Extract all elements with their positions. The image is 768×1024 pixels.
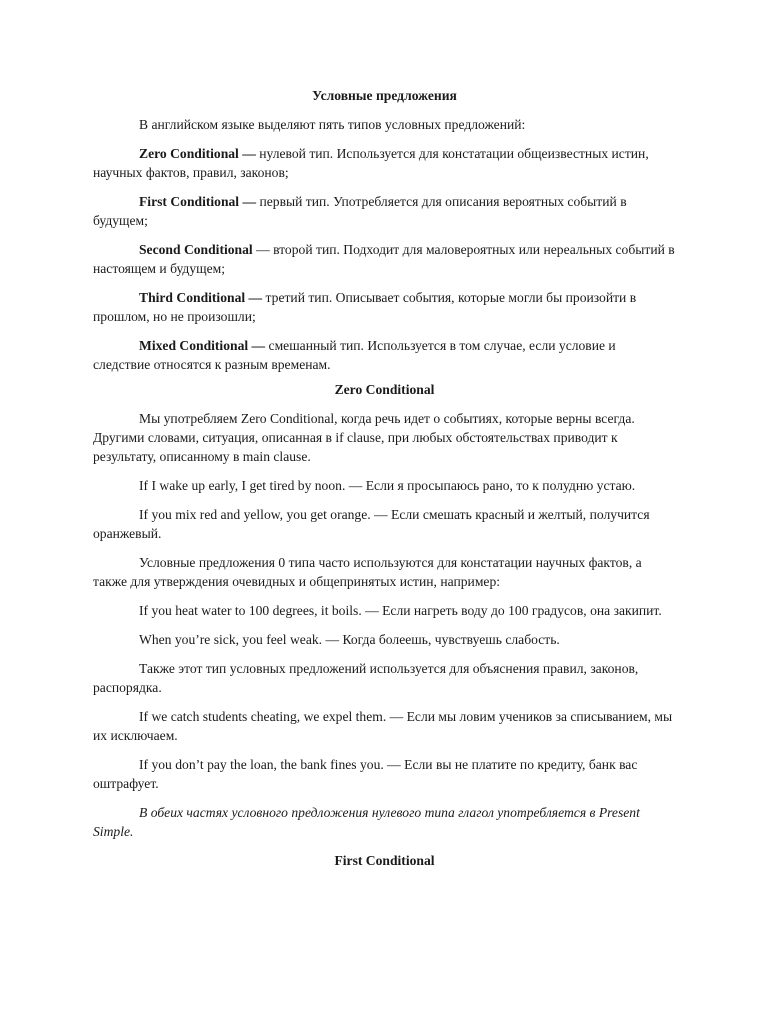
type-name: First Conditional — [139,194,257,209]
example-sentence: If you don’t pay the loan, the bank fines you. — Если вы не платите по кредиту, банк вас оштрафует. [93,757,638,791]
section-heading-zero: Zero Conditional [334,382,435,397]
example-sentence: If you heat water to 100 degrees, it boils. — Если нагреть воду до 100 градусов, она закипит. [139,603,662,618]
example-sentence: If we catch students cheating, we expel them. — Если мы ловим учеников за списыванием, мы их исключаем. [93,709,673,743]
type-first [93,192,676,230]
example-sentence: If you mix red and yellow, you get orange. — Если смешать красный и желтый, получится оранжевый. [93,507,650,541]
type-description: нулевой тип. Используется для констатации общеизвестных истин, научных фактов, правил, законов; [93,146,649,180]
type-second [93,240,676,278]
document-title: Условные предложения [312,88,457,103]
zero-paragraph: Мы употребляем Zero Conditional, когда речь идет о событиях, которые верны всегда. Другими словами, ситуация, описанная в if clause, при любых обстоятельствах приводит к результату, описанному в main clause. [93,411,635,464]
type-description: смешанный тип. Используется в том случае, если условие и следствие относятся к разным временам. [93,338,616,372]
type-description: первый тип. Употребляется для описания вероятных событий в будущем; [93,194,627,228]
grammar-note: В обеих частях условного предложения нулевого типа глагол употребляется в Present Simple. [93,805,640,839]
type-mixed [93,336,676,374]
intro-paragraph: В английском языке выделяют пять типов условных предложений: [139,117,526,132]
type-name: Third Conditional — [139,290,263,305]
type-name: Mixed Conditional — [139,338,266,353]
type-name: Second Conditional [139,242,253,257]
type-description: третий тип. Описывает события, которые могли бы произойти в прошлом, но не произошли; [93,290,637,324]
type-description: — второй тип. Подходит для маловероятных или нереальных событий в настоящем и будущем; [93,242,675,276]
example-sentence: If I wake up early, I get tired by noon. — Если я просыпаюсь рано, то к полудню устаю. [139,478,636,493]
example-sentence: When you’re sick, you feel weak. — Когда болеешь, чувствуешь слабость. [139,632,560,647]
type-name: Zero Conditional — [139,146,256,161]
type-third [93,288,676,326]
zero-paragraph: Условные предложения 0 типа часто используются для констатации научных фактов, а также для утверждения очевидных и общепринятых истин, например: [93,555,642,589]
type-zero [93,144,676,182]
zero-paragraph: Также этот тип условных предложений используется для объяснения правил, законов, распорядка. [93,661,639,695]
section-heading-first: First Conditional [334,853,435,868]
